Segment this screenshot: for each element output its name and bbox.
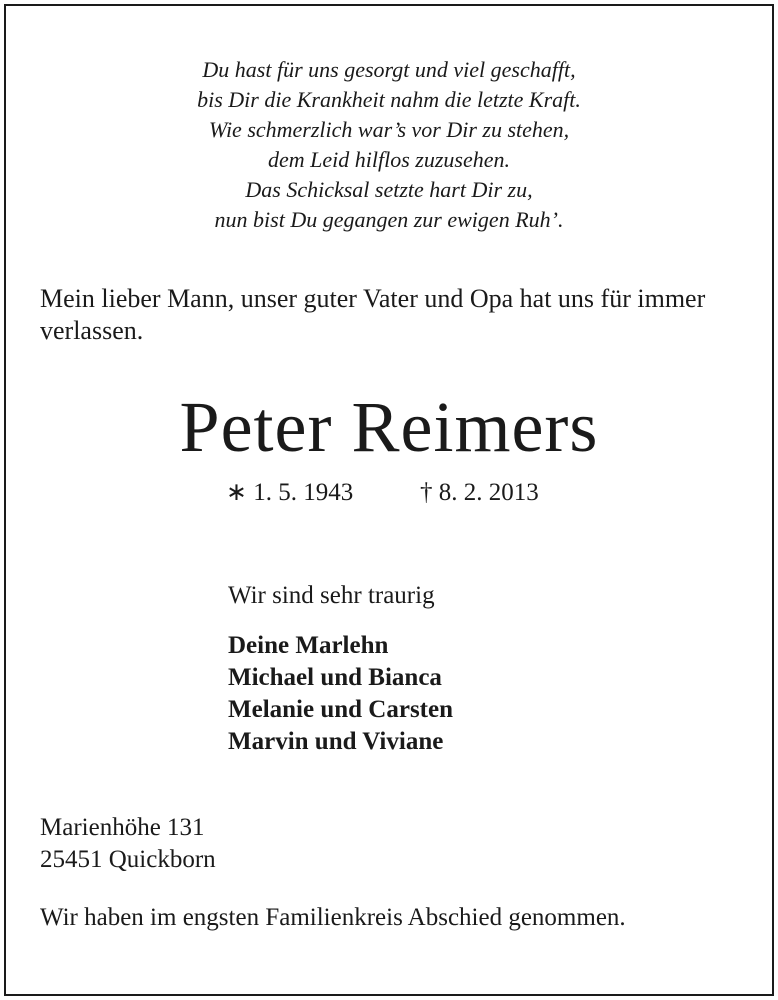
- signer: Marvin und Viviane: [228, 728, 444, 755]
- address-city: 25451 Quickborn: [40, 846, 216, 873]
- signers-list: [228, 630, 453, 758]
- signer: Melanie und Carsten: [228, 696, 453, 723]
- signer: Deine Marlehn: [228, 632, 389, 659]
- poem-line: Das Schicksal setzte hart Dir zu,: [245, 177, 533, 202]
- signer: Michael und Bianca: [228, 664, 442, 691]
- address: [40, 812, 216, 876]
- intro-text: Mein lieber Mann, unser guter Vater und Opa hat uns für immer verlassen.: [40, 284, 706, 345]
- poem-line: nun bist Du gegangen zur ewigen Ruh’.: [214, 207, 564, 232]
- poem-line: bis Dir die Krankheit nahm die letzte Kraft.: [197, 87, 581, 112]
- farewell-text: Wir haben im engsten Familienkreis Abschied genommen.: [40, 904, 626, 931]
- birth-date: ∗ 1. 5. 1943: [226, 479, 354, 506]
- poem-line: Du hast für uns gesorgt und viel geschafft,: [202, 57, 576, 82]
- deceased-name: Peter Reimers: [179, 387, 599, 467]
- poem-line: dem Leid hilflos zuzusehen.: [268, 147, 510, 172]
- address-street: Marienhöhe 131: [40, 814, 205, 841]
- death-date: † 8. 2. 2013: [420, 479, 539, 506]
- poem-line: Wie schmerzlich war’s vor Dir zu stehen,: [208, 117, 570, 142]
- mourning-line: Wir sind sehr traurig: [228, 582, 435, 609]
- poem: [0, 55, 778, 235]
